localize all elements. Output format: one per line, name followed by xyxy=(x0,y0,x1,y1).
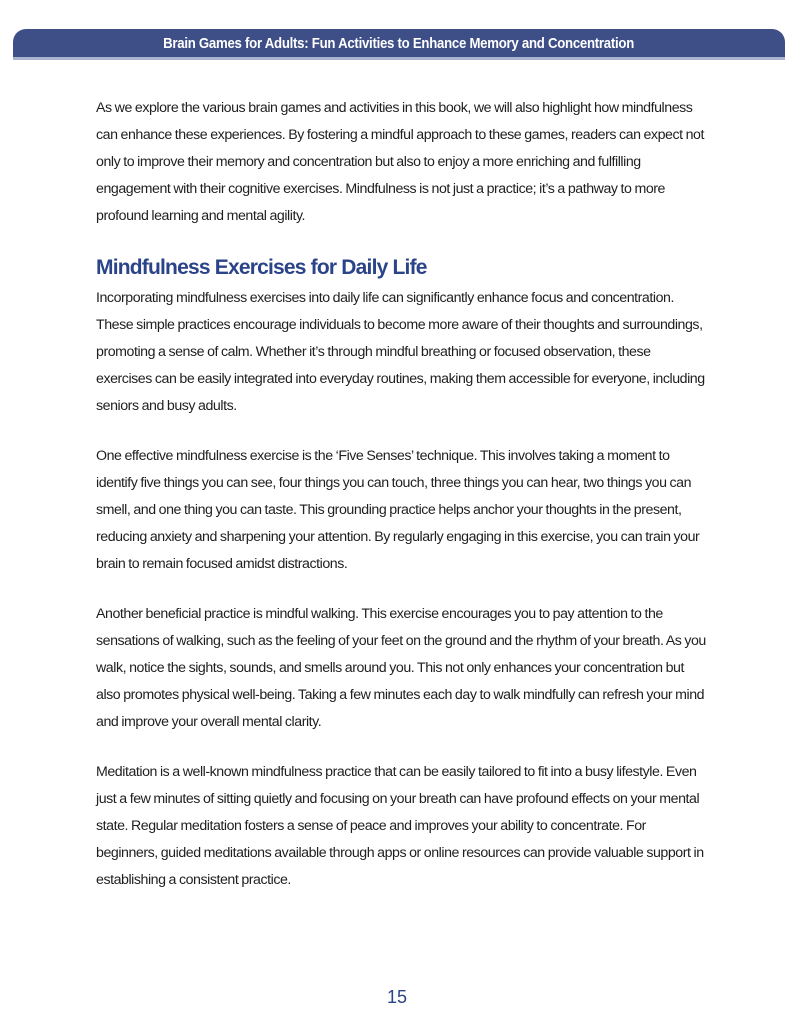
section-paragraph-2: One effective mindfulness exercise is the ‘Five Senses’ technique. This involves taking a moment to identify five things you can see, four things you can touch, three things you can hear, two things you can smell, and one thing you can taste. This grounding practice helps anchor your thoughts in the present, reducing anxiety and sharpening your attention. By regularly engaging in this exercise, you can train your brain to remain focused amidst distractions. xyxy=(96,448,700,572)
book-title: Brain Games for Adults: Fun Activities to Enhance Memory and Concentration xyxy=(163,34,635,52)
intro-paragraph: As we explore the various brain games and activities in this book, we will also highlight how mindfulness can enhance these experiences. By fostering a mindful approach to these games, readers can expect not only to improve their memory and concentration but also to enjoy a more enriching and fulfilling engagement with their cognitive exercises. Mindfulness is not just a practice; it’s a pathway to more profound learning and mental agility. xyxy=(96,100,704,224)
page-content xyxy=(96,95,706,894)
page-header-bar xyxy=(13,29,785,57)
page-number: 15 xyxy=(386,987,408,1007)
section-paragraph-3: Another beneficial practice is mindful walking. This exercise encourages you to pay attention to the sensations of walking, such as the feeling of your feet on the ground and the rhythm of your breath. As you walk, notice the sights, sounds, and smells around you. This not only enhances your concentration but also promotes physical well-being. Taking a few minutes each day to walk mindfully can refresh your mind and improve your overall mental clarity. xyxy=(96,606,706,730)
section-paragraph-4: Meditation is a well-known mindfulness practice that can be easily tailored to fit into a busy lifestyle. Even just a few minutes of sitting quietly and focusing on your breath can have profound effects on your mental state. Regular meditation fosters a sense of peace and improves your ability to concentrate. For beginners, guided meditations available through apps or online resources can provide valuable support in establishing a consistent practice. xyxy=(96,764,704,888)
section-paragraph-1: Incorporating mindfulness exercises into daily life can significantly enhance focus and concentration. These simple practices encourage individuals to become more aware of their thoughts and surroundings, promoting a sense of calm. Whether it’s through mindful breathing or focused observation, these exercises can be easily integrated into everyday routines, making them accessible for everyone, including seniors and busy adults. xyxy=(96,290,705,414)
section-heading: Mindfulness Exercises for Daily Life xyxy=(96,256,427,279)
